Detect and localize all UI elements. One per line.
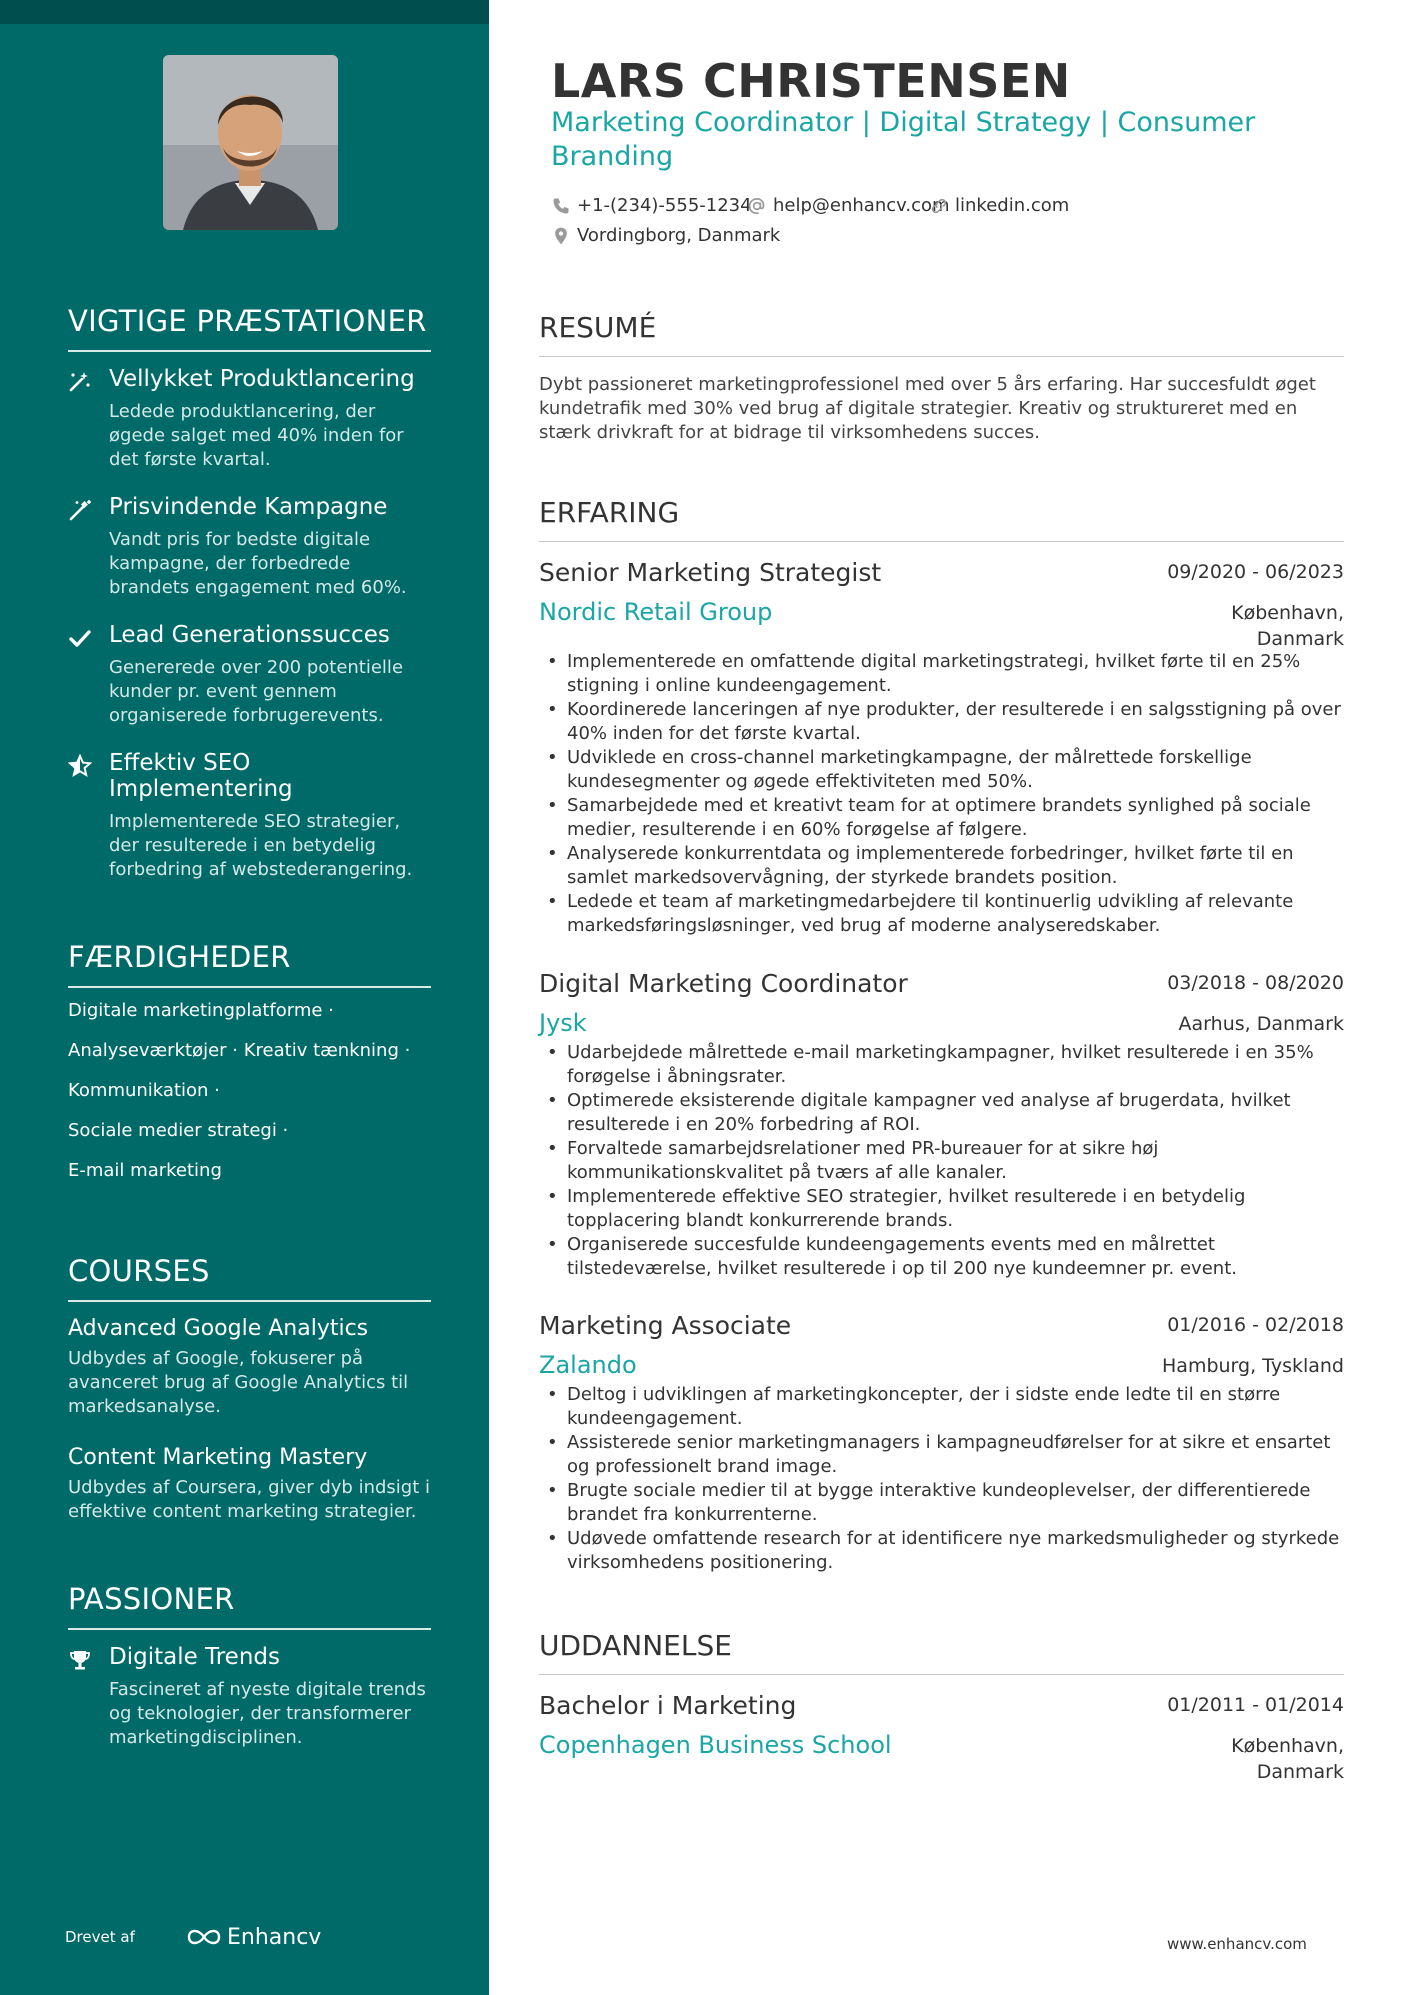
skills-section <box>68 940 431 1196</box>
education-title: UDDANNELSE <box>539 1629 1344 1675</box>
job-bullets <box>539 1041 1344 1281</box>
wand-icon <box>68 370 92 394</box>
achievement-desc: Implementerede SEO strategier, der resulterede i en betydelig forbedring af webstederangering. <box>109 811 413 880</box>
school-name: Copenhagen Business School <box>539 1731 892 1759</box>
email-contact[interactable] <box>747 195 950 216</box>
achievement-desc: Vandt pris for bedste digitale kampagne, der forbedrede brandets engagement med 60%. <box>109 529 407 598</box>
passion-desc: Fascineret af nyeste digitale trends og teknologier, der transformerer marketingdisciplinen. <box>109 1679 426 1748</box>
job-location: Aarhus, Danmark <box>1178 1013 1344 1035</box>
job-dates: 01/2016 - 02/2018 <box>1167 1314 1344 1336</box>
enhancv-logo[interactable] <box>185 1921 335 1953</box>
job-location: København, Danmark <box>1231 602 1344 650</box>
course-desc: Udbydes af Coursera, giver dyb indsigt i effektive content marketing strategier. <box>68 1477 431 1522</box>
brand-text: Enhancv <box>227 1925 322 1950</box>
company-name: Nordic Retail Group <box>539 598 773 626</box>
skill-line: Digitale marketingplatforme · <box>68 1000 334 1021</box>
bullet-item: • Koordinerede lanceringen af nye produkter, der resulterede i en salgsstigning på over 40% inden for det første kvartal. <box>547 698 1344 746</box>
bullet-item: • Udøvede omfattende research for at identificere nye markedsmuligheder og styrkede virksomhedens positionering. <box>547 1527 1344 1575</box>
job-title: Senior Marketing Strategist <box>539 558 882 587</box>
sidebar <box>0 0 489 1995</box>
bullet-item: • Ledede et team af marketingmedarbejdere til kontinuerlig udvikling af relevante markedsføringsløsninger, ved brug af moderne analyseredskaber. <box>547 890 1344 938</box>
bullet-item: • Forvaltede samarbejdsrelationer med PR-bureauer for at sikre høj kommunikationskvalitet på tværs af alle kanaler. <box>547 1137 1344 1185</box>
achievement-item <box>68 494 431 600</box>
achievement-item <box>68 366 431 472</box>
course-title: Content Marketing Mastery <box>68 1445 368 1470</box>
summary-title: RESUMÉ <box>539 311 1344 357</box>
course-title: Advanced Google Analytics <box>68 1316 369 1341</box>
course-item <box>68 1316 431 1419</box>
powered-by-label: Drevet af <box>65 1928 135 1946</box>
phone-text: +1-(234)-555-1234 <box>577 195 752 216</box>
location-pin-icon <box>551 226 571 246</box>
location-text: Vordingborg, Danmark <box>577 225 781 246</box>
job-entry <box>539 1311 1344 1575</box>
passions-title: PASSIONER <box>68 1582 431 1630</box>
phone-contact[interactable] <box>551 195 752 216</box>
course-item <box>68 1445 431 1524</box>
achievement-desc: Ledede produktlancering, der øgede salget med 40% inden for det første kvartal. <box>109 401 404 470</box>
skill-line: Kommunikation · <box>68 1080 220 1101</box>
experience-title: ERFARING <box>539 496 1344 542</box>
job-dates: 09/2020 - 06/2023 <box>1167 561 1344 583</box>
job-dates: 03/2018 - 08/2020 <box>1167 972 1344 994</box>
candidate-name: LARS CHRISTENSEN <box>551 54 1071 108</box>
bullet-item: • Deltog i udviklingen af marketingkoncepter, der i sidste ende ledte til en større kundeengagement. <box>547 1383 1344 1431</box>
achievement-desc: Genererede over 200 potentielle kunder pr. event gennem organiserede forbrugerevents. <box>109 657 404 726</box>
trophy-icon <box>68 1648 92 1672</box>
achievement-title: Lead Generationssucces <box>109 622 390 648</box>
achievement-title: Prisvindende Kampagne <box>109 494 388 520</box>
course-desc: Udbydes af Google, fokuserer på avanceret brug af Google Analytics til markedsanalyse. <box>68 1348 409 1417</box>
skills-title: FÆRDIGHEDER <box>68 940 431 988</box>
location-contact <box>551 225 780 246</box>
skill-line: Analyseværktøjer · Kreativ tænkning · <box>68 1040 411 1061</box>
education-dates: 01/2011 - 01/2014 <box>1167 1694 1344 1716</box>
achievement-item <box>68 750 431 882</box>
passion-title: Digitale Trends <box>109 1644 280 1670</box>
courses-title: COURSES <box>68 1254 431 1302</box>
job-entry <box>539 969 1344 1281</box>
job-title: Digital Marketing Coordinator <box>539 969 908 998</box>
degree-title: Bachelor i Marketing <box>539 1691 797 1720</box>
education-entry <box>539 1691 1344 1783</box>
bullet-item: • Optimerede eksisterende digitale kampagner ved analyse af brugerdata, hvilket resulterede i en 20% forbedring af ROI. <box>547 1089 1344 1137</box>
linkedin-contact[interactable] <box>929 195 1069 216</box>
link-icon <box>929 196 949 216</box>
achievements-section <box>68 304 431 904</box>
job-location: Hamburg, Tyskland <box>1162 1355 1344 1377</box>
job-bullets <box>539 1383 1344 1575</box>
bullet-item: • Implementerede en omfattende digital marketingstrategi, hvilket førte til en 25% stigning i online kundeengagement. <box>547 650 1344 698</box>
job-bullets <box>539 650 1344 938</box>
phone-icon <box>551 196 571 216</box>
sidebar-top-bar <box>0 0 489 24</box>
bullet-item: • Brugte sociale medier til at bygge interaktive kundeoplevelser, der differentierede brandet fra konkurrenterne. <box>547 1479 1344 1527</box>
bullet-item: • Analyserede konkurrentdata og implementerede forbedringer, hvilket førte til en samlet markedsovervågning, der styrkede brandets position. <box>547 842 1344 890</box>
passions-section <box>68 1582 431 1772</box>
bullet-item: • Udarbejdede målrettede e-mail marketingkampagner, hvilket resulterede i en 35% forøgelse i åbningsrater. <box>547 1041 1344 1089</box>
achievements-title: VIGTIGE PRÆSTATIONER <box>68 304 431 352</box>
at-icon <box>747 196 767 216</box>
email-text: help@enhancv.com <box>773 195 950 216</box>
candidate-headline: Marketing Coordinator | Digital Strategy | Consumer Branding <box>551 107 1256 172</box>
bullet-item: • Udviklede en cross-channel marketingkampagne, der målrettede forskellige kundesegmenter og øgede effektiviteten med 50%. <box>547 746 1344 794</box>
company-name: Jysk <box>539 1009 587 1037</box>
achievement-title: Vellykket Produktlancering <box>109 366 415 392</box>
passion-item <box>68 1644 431 1750</box>
footer-url[interactable]: www.enhancv.com <box>1167 1935 1307 1953</box>
linkedin-text: linkedin.com <box>955 195 1070 216</box>
profile-photo <box>163 55 338 230</box>
check-icon <box>68 626 92 650</box>
bullet-item: • Assisterede senior marketingmanagers i kampagneudførelser for at sikre et ensartet og professionelt brand image. <box>547 1431 1344 1479</box>
company-name: Zalando <box>539 1351 637 1379</box>
skill-line: E-mail marketing <box>68 1160 222 1181</box>
job-entry <box>539 558 1344 938</box>
star-half-icon <box>68 754 92 778</box>
magic-wand-icon <box>68 498 92 522</box>
achievement-item <box>68 622 431 728</box>
summary-text: Dybt passioneret marketingprofessionel med over 5 års erfaring. Har succesfuldt øget kundetrafik med 30% ved brug af digitale strategier. Kreativ og struktureret med en stærk drivkraft for at bidrage til virksomhedens succes. <box>539 374 1316 443</box>
courses-section <box>68 1254 431 1550</box>
bullet-item: • Implementerede effektive SEO strategier, hvilket resulterede i en betydelig topplacering blandt konkurrerende brands. <box>547 1185 1344 1233</box>
skill-line: Sociale medier strategi · <box>68 1120 289 1141</box>
job-title: Marketing Associate <box>539 1311 792 1340</box>
bullet-item: • Organiserede succesfulde kundeengagements events med en målrettet tilstedeværelse, hvilket resulterede i op til 200 nye kundeemner pr. event. <box>547 1233 1344 1281</box>
education-location: København, Danmark <box>1231 1735 1344 1783</box>
bullet-item: • Samarbejdede med et kreativt team for at optimere brandets synlighed på sociale medier, resulterende i en 60% forøgelse af følgere. <box>547 794 1344 842</box>
achievement-title: Effektiv SEO Implementering <box>109 750 293 802</box>
